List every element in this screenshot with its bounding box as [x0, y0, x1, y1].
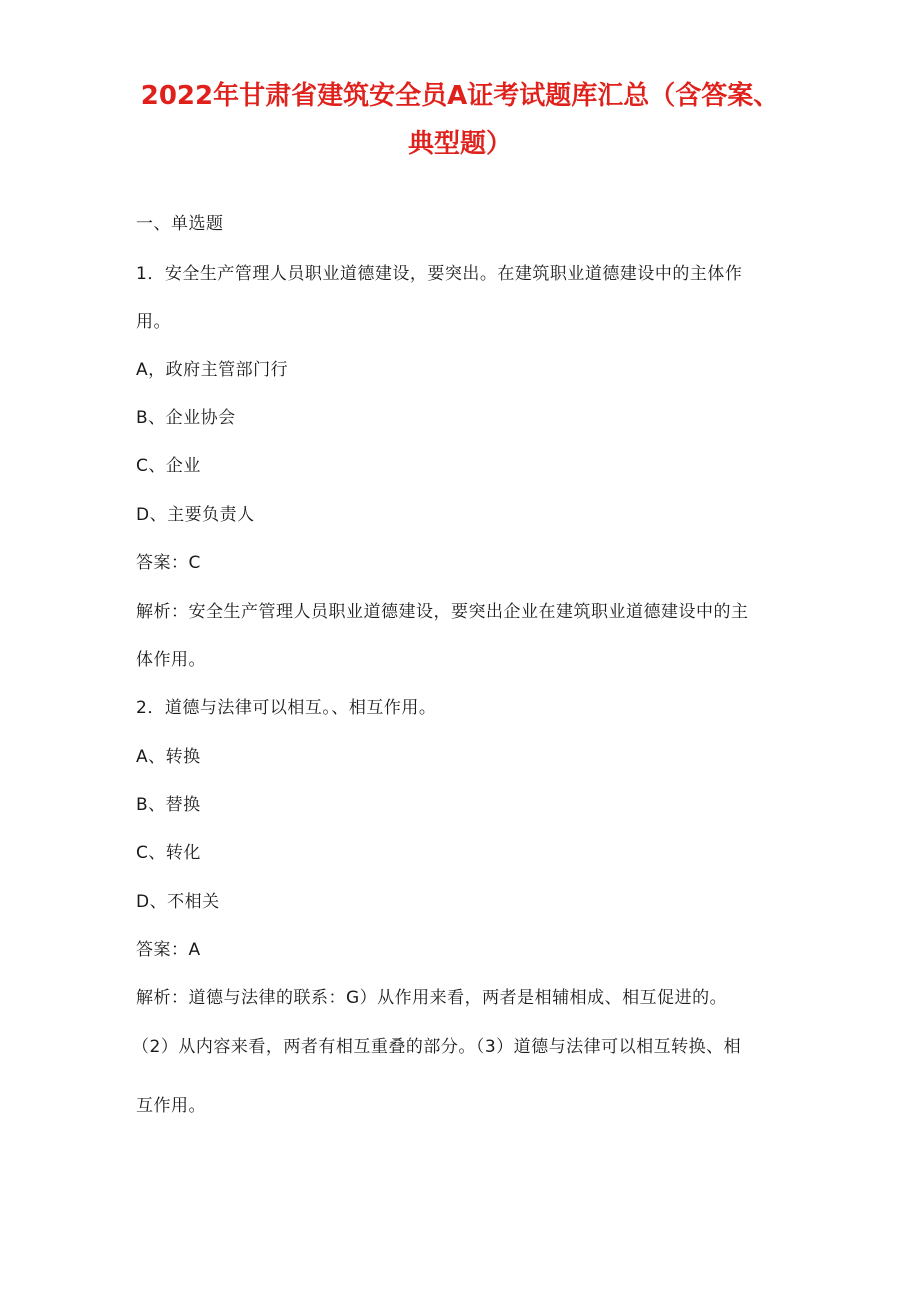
q1-option-b: B、企业协会 [136, 408, 236, 428]
q2-stem: 2．道德与法律可以相互。、相互作用。 [136, 698, 437, 718]
q1-analysis-line2: 体作用。 [136, 650, 206, 670]
q1-option-d: D、主要负责人 [136, 505, 255, 525]
q1-option-c: C、企业 [136, 456, 201, 476]
q2-option-d: D、不相关 [136, 892, 220, 912]
q1-option-a: A，政府主管部门行 [136, 360, 289, 380]
q2-analysis-line2: （2）从内容来看，两者有相互重叠的部分。（3）道德与法律可以相互转换、相 [132, 1037, 742, 1057]
q2-option-c: C、转化 [136, 843, 201, 863]
q2-option-b: B、替换 [136, 795, 201, 815]
section-heading: 一、单选题 [136, 214, 224, 234]
q2-answer: 答案：A [136, 940, 201, 960]
q1-answer: 答案：C [136, 553, 201, 573]
q2-option-a: A、转换 [136, 747, 201, 767]
q1-stem-line1: 1．安全生产管理人员职业道德建设，要突出。在建筑职业道德建设中的主体作 [136, 264, 743, 284]
q1-stem-line2: 用。 [136, 312, 171, 332]
q2-analysis-line3: 互作用。 [136, 1096, 206, 1116]
document-title-line1: 2022年甘肃省建筑安全员A证考试题库汇总（含答案、 [140, 81, 780, 111]
q1-analysis-line1: 解析：安全生产管理人员职业道德建设，要突出企业在建筑职业道德建设中的主 [136, 602, 749, 622]
document-title-line2: 典型题） [407, 129, 512, 159]
q2-analysis-line1: 解析：道德与法律的联系：G）从作用来看，两者是相辅相成、相互促进的。 [136, 988, 728, 1008]
